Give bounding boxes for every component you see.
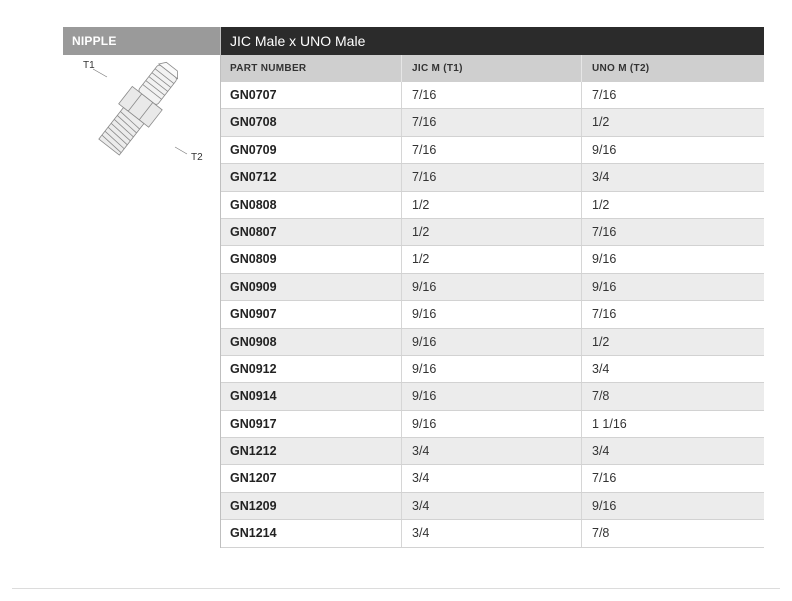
column-header-uno: UNO M (T2): [581, 55, 764, 82]
part-number-cell: GN0917: [230, 416, 277, 431]
table-row: [220, 356, 764, 383]
jic-size-cell: 3/4: [401, 465, 581, 491]
uno-size-cell: 7/8: [581, 383, 764, 409]
part-number-cell: GN0912: [230, 361, 277, 376]
table-row: [220, 82, 764, 109]
part-number-cell: GN0914: [230, 389, 277, 404]
uno-size-cell: 1/2: [581, 109, 764, 135]
table-row: [220, 164, 764, 191]
jic-size-cell: 7/16: [401, 109, 581, 135]
column-header-row: [220, 55, 764, 82]
table-row: [220, 465, 764, 492]
part-number-cell: GN1209: [230, 498, 277, 513]
jic-size-cell: 3/4: [401, 520, 581, 546]
jic-size-cell: 3/4: [401, 438, 581, 464]
table-row: [220, 438, 764, 465]
part-number-cell: GN0908: [230, 334, 277, 349]
part-number-cell: GN0807: [230, 224, 277, 239]
jic-size-cell: 3/4: [401, 493, 581, 519]
part-number-cell: GN0809: [230, 252, 277, 267]
jic-size-cell: 9/16: [401, 383, 581, 409]
part-number-cell: GN0907: [230, 307, 277, 322]
uno-size-cell: 9/16: [581, 274, 764, 300]
part-number-cell: GN0708: [230, 115, 277, 130]
uno-size-cell: 7/16: [581, 465, 764, 491]
fitting-type-label: NIPPLE: [63, 27, 220, 55]
fitting-illustration: [63, 55, 220, 170]
jic-size-cell: 1/2: [401, 219, 581, 245]
table-row: [220, 137, 764, 164]
table-row: [220, 246, 764, 273]
table-row: [220, 274, 764, 301]
uno-size-cell: 1/2: [581, 192, 764, 218]
uno-size-cell: 9/16: [581, 493, 764, 519]
jic-size-cell: 7/16: [401, 164, 581, 190]
jic-size-cell: 9/16: [401, 274, 581, 300]
table-row: [220, 493, 764, 520]
uno-size-cell: 7/16: [581, 82, 764, 108]
part-number-cell: GN0712: [230, 170, 277, 185]
part-number-cell: GN1207: [230, 471, 277, 486]
table-row: [220, 109, 764, 136]
table-row: [220, 520, 764, 547]
table-row: [220, 329, 764, 356]
footer-divider: [12, 588, 780, 589]
part-number-cell: GN0909: [230, 279, 277, 294]
column-header-jic: JIC M (T1): [401, 55, 581, 82]
uno-size-cell: 7/16: [581, 301, 764, 327]
uno-size-cell: 1 1/16: [581, 411, 764, 437]
jic-size-cell: 1/2: [401, 246, 581, 272]
thread-label-t1: T1: [83, 60, 95, 71]
uno-size-cell: 3/4: [581, 438, 764, 464]
jic-size-cell: 9/16: [401, 356, 581, 382]
table-row: [220, 192, 764, 219]
table-row: [220, 411, 764, 438]
part-number-cell: GN1212: [230, 444, 277, 459]
jic-size-cell: 9/16: [401, 411, 581, 437]
jic-size-cell: 1/2: [401, 192, 581, 218]
uno-size-cell: 7/8: [581, 520, 764, 546]
uno-size-cell: 3/4: [581, 356, 764, 382]
jic-size-cell: 9/16: [401, 301, 581, 327]
table-title: JIC Male x UNO Male: [220, 27, 764, 55]
part-number-cell: GN0709: [230, 142, 277, 157]
uno-size-cell: 3/4: [581, 164, 764, 190]
table-row: [220, 219, 764, 246]
uno-size-cell: 1/2: [581, 329, 764, 355]
table-row: [220, 301, 764, 328]
part-number-cell: GN0808: [230, 197, 277, 212]
table-body: [220, 82, 764, 548]
parts-table: [220, 27, 764, 548]
jic-size-cell: 7/16: [401, 82, 581, 108]
part-number-cell: GN1214: [230, 526, 277, 541]
thread-label-t2: T2: [191, 152, 203, 163]
column-header-part-number: PART NUMBER: [230, 63, 307, 74]
uno-size-cell: 9/16: [581, 246, 764, 272]
jic-size-cell: 9/16: [401, 329, 581, 355]
part-number-cell: GN0707: [230, 88, 277, 102]
jic-size-cell: 7/16: [401, 137, 581, 163]
table-row: [220, 383, 764, 410]
uno-size-cell: 7/16: [581, 219, 764, 245]
uno-size-cell: 9/16: [581, 137, 764, 163]
